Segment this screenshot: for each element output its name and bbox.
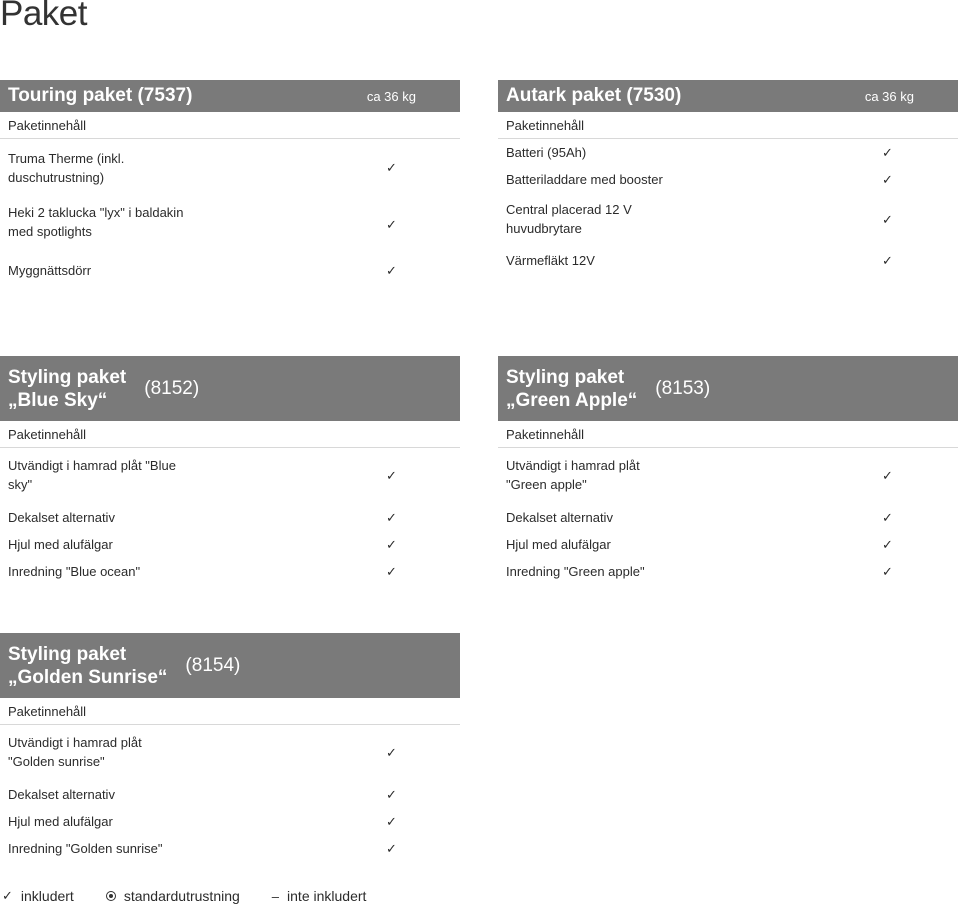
package-code: (8154) <box>185 654 241 676</box>
legend-not-included <box>272 888 367 904</box>
list-item <box>0 448 460 504</box>
check-icon: ✓ <box>882 171 893 187</box>
list-item <box>498 139 958 166</box>
package-subtitle: Paketinnehåll <box>0 698 460 725</box>
package-weight: ca 36 kg <box>864 88 914 104</box>
package-subtitle: Paketinnehåll <box>498 421 958 448</box>
package-golden-sunrise <box>0 633 460 862</box>
list-item <box>0 558 460 585</box>
check-icon: ✓ <box>386 786 397 802</box>
package-subtitle: Paketinnehåll <box>0 112 460 139</box>
page-title: Paket <box>0 0 87 33</box>
package-subtitle: Paketinnehåll <box>498 112 958 139</box>
item-label: Dekalset alternativ <box>8 510 115 525</box>
check-icon: ✓ <box>386 813 397 829</box>
item-label: Truma Therme (inkl. duschutrustning) <box>8 151 125 185</box>
package-title-line1: Styling paket <box>8 366 127 388</box>
check-icon: ✓ <box>386 217 397 232</box>
item-label: Dekalset alternativ <box>8 787 115 802</box>
legend-label: inkludert <box>20 888 74 904</box>
check-icon: ✓ <box>882 536 893 552</box>
package-title: Autark paket (7530) <box>506 85 682 106</box>
check-icon: ✓ <box>386 509 397 525</box>
item-label: Central placerad 12 V huvudbrytare <box>506 202 632 236</box>
check-icon: ✓ <box>386 840 397 856</box>
list-item <box>498 558 958 585</box>
list-item <box>0 504 460 531</box>
check-icon: ✓ <box>2 888 13 903</box>
package-subtitle: Paketinnehåll <box>0 421 460 448</box>
list-item <box>0 531 460 558</box>
item-label: Batteriladdare med booster <box>506 172 663 187</box>
list-item <box>0 725 460 781</box>
check-icon: ✓ <box>882 509 893 525</box>
list-item <box>0 781 460 808</box>
list-item <box>0 835 460 862</box>
package-header <box>498 80 958 112</box>
dash-icon: – <box>271 888 280 904</box>
standard-dot-icon <box>106 891 116 901</box>
check-icon: ✓ <box>882 144 893 160</box>
package-header <box>0 356 460 421</box>
check-icon: ✓ <box>386 745 397 760</box>
item-label: Inredning "Blue ocean" <box>8 564 141 579</box>
check-icon: ✓ <box>386 468 397 483</box>
item-label: Hjul med alufälgar <box>506 537 611 552</box>
package-header <box>0 80 460 112</box>
check-icon: ✓ <box>386 160 397 175</box>
check-icon: ✓ <box>882 563 893 579</box>
item-label: Heki 2 taklucka "lyx" i baldakin med spotlights <box>8 205 184 239</box>
package-code: (8152) <box>144 377 200 399</box>
package-title: Touring paket (7537) <box>8 85 193 106</box>
item-label: Dekalset alternativ <box>506 510 613 525</box>
item-label: Inredning "Green apple" <box>506 564 645 579</box>
legend-standard <box>106 888 240 904</box>
package-header <box>0 633 460 698</box>
item-label: Utvändigt i hamrad plåt "Golden sunrise" <box>8 735 142 769</box>
item-label: Hjul med alufälgar <box>8 814 113 829</box>
legend-label: standardutrustning <box>123 888 240 904</box>
check-icon: ✓ <box>386 262 397 278</box>
check-icon: ✓ <box>882 468 893 483</box>
list-item <box>0 139 460 199</box>
list-item <box>498 247 958 274</box>
package-touring <box>0 80 460 284</box>
item-label: Utvändigt i hamrad plåt "Blue sky" <box>8 458 176 492</box>
list-item <box>498 193 958 247</box>
item-label: Inredning "Golden sunrise" <box>8 841 163 856</box>
list-item <box>498 448 958 504</box>
check-icon: ✓ <box>386 536 397 552</box>
package-title-line1: Styling paket <box>506 366 625 388</box>
item-label: Värmefläkt 12V <box>506 253 595 268</box>
list-item <box>498 531 958 558</box>
legend-included <box>2 888 74 904</box>
check-icon: ✓ <box>386 563 397 579</box>
package-title <box>8 366 126 412</box>
package-title-line2: „Golden Sunrise“ <box>8 666 168 688</box>
package-title <box>506 366 637 412</box>
package-title-line1: Styling paket <box>8 643 127 665</box>
item-label: Hjul med alufälgar <box>8 537 113 552</box>
package-autark <box>498 80 958 274</box>
check-icon: ✓ <box>882 252 893 268</box>
item-label: Utvändigt i hamrad plåt "Green apple" <box>506 458 640 492</box>
package-green-apple <box>498 356 958 585</box>
list-item <box>0 808 460 835</box>
package-blue-sky <box>0 356 460 585</box>
list-item <box>0 199 460 257</box>
package-title-line2: „Green Apple“ <box>506 389 638 411</box>
list-item <box>498 166 958 193</box>
item-label: Batteri (95Ah) <box>506 145 587 160</box>
list-item <box>0 257 460 284</box>
package-header <box>498 356 958 421</box>
item-label: Myggnättsdörr <box>8 263 92 278</box>
package-code: (8153) <box>655 377 711 399</box>
package-title-line2: „Blue Sky“ <box>8 389 108 411</box>
legend-label: inte inkludert <box>287 888 367 904</box>
legend <box>0 888 398 904</box>
list-item <box>498 504 958 531</box>
package-title <box>8 643 167 689</box>
package-weight: ca 36 kg <box>366 88 416 104</box>
check-icon: ✓ <box>882 212 893 227</box>
